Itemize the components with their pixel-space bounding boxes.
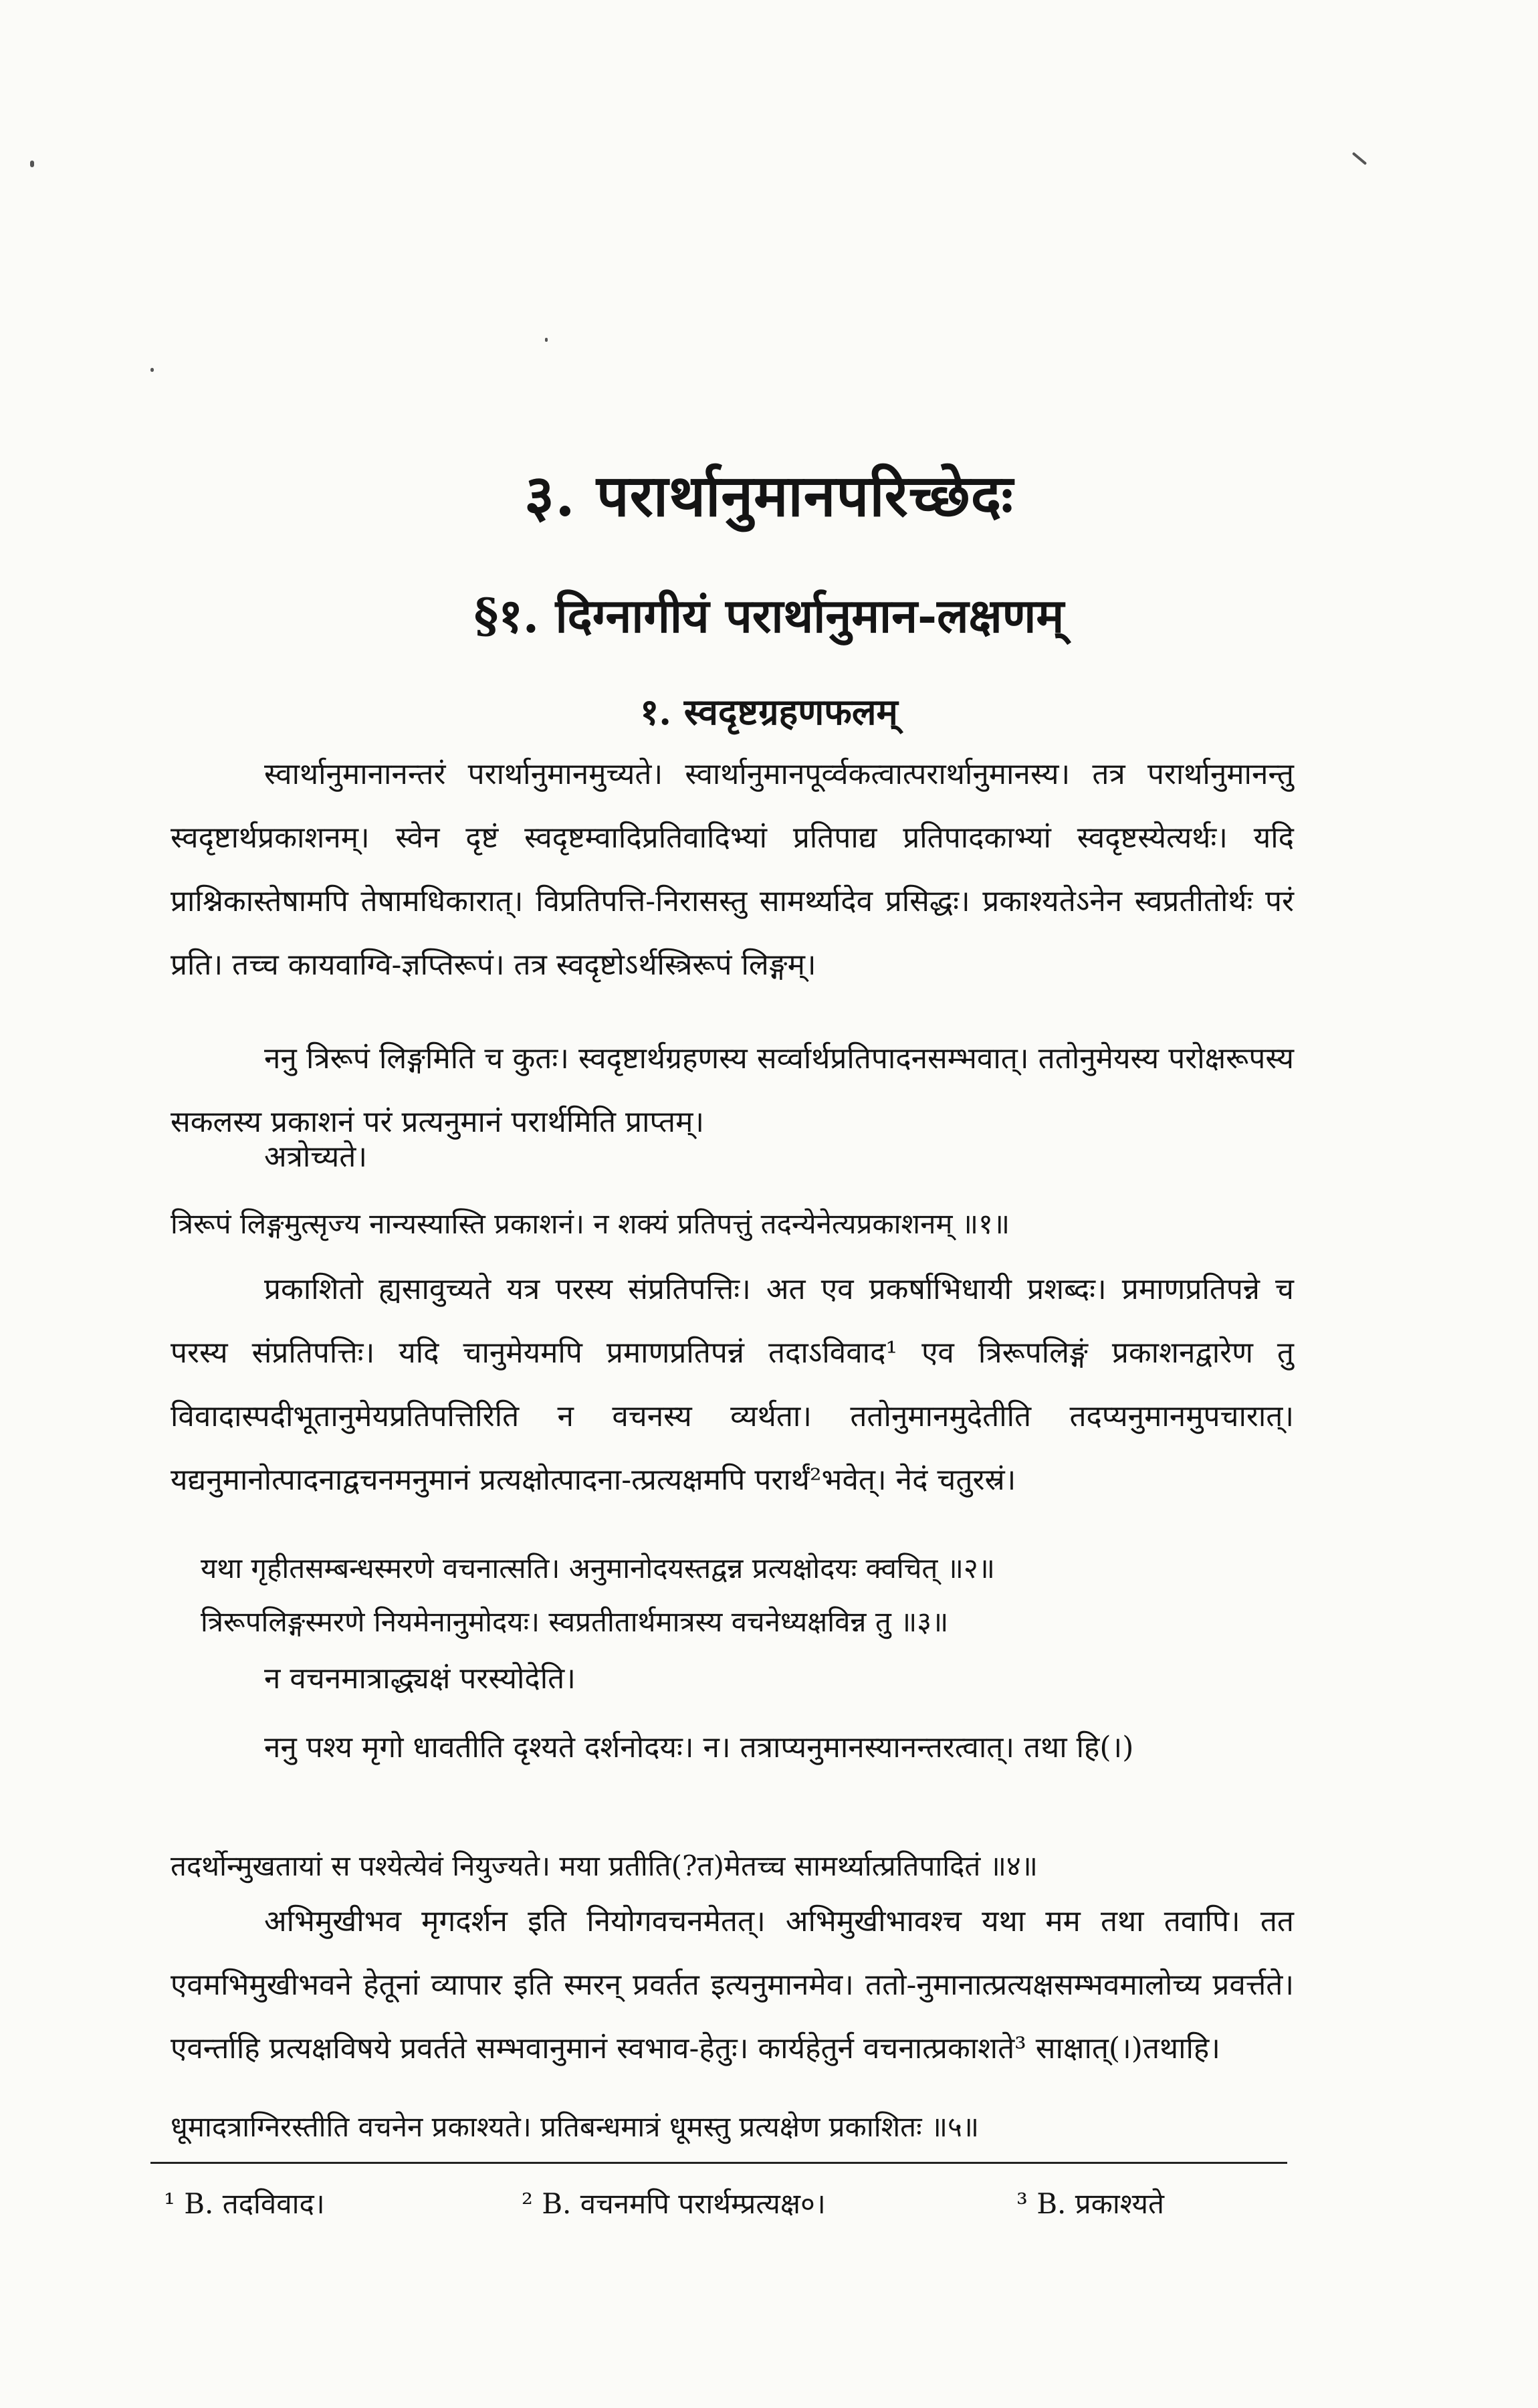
paragraph-7: अभिमुखीभव मृगदर्शन इति नियोगवचनमेतत्। अभिमुखीभावश्च यथा मम तथा तवापि। तत एवमभिमुखीभवने हेतूनां व्यापार इति स्मरन् प्रवर्तत इत्यनुमानमेव। ततो-नुमानात्प्रत्यक्षसम्भवमालोच्य प्रवर्त्तते। एवर्न्ताहि प्रत्यक्षविषये प्रवर्तते सम्भवानुमानं स्वभाव-हेतुः। कार्यहेतुर्न वचनात्प्रकाशते³ साक्षात्(।)तथाहि। [171,1904,1294,2066]
subsection-title: १. स्वदृष्टग्रहणफलम् [640,690,898,733]
verse-2: यथा गृहीतसम्बन्धस्मरणे वचनात्सति। अनुमानोदयस्तद्वन्न प्रत्यक्षोदयः क्वचित् ॥२॥ [201,1552,995,1585]
paragraph-5: न वचनमात्राद्ध्यक्षं परस्योदेति। [264,1662,576,1696]
print-speck [1352,152,1367,165]
print-speck [30,161,34,167]
footnote-3: ³ B. प्रकाश्यते [1016,2187,1164,2220]
chapter-title: ३. परार्थानुमानपरिच्छेदः [524,462,1014,530]
verse-4: तदर्थोन्मुखतायां स पश्येत्येवं नियुज्यते। मया प्रतीति(?त)मेतच्च सामर्थ्यात्प्रतिपादितं ॥४॥ [171,1849,1038,1882]
verse-1: त्रिरूपं लिङ्गमुत्सृज्य नान्यस्यास्ति प्रकाशनं। न शक्यं प्रतिपत्तुं तदन्येनेत्यप्रकाशनम् ॥१॥ [171,1207,1010,1240]
paragraph-3: अत्रोच्यते। [264,1140,367,1174]
paragraph-6: ननु पश्य मृगो धावतीति दृश्यते दर्शनोदयः। न। तत्राप्यनुमानस्यानन्तरत्वात्। तथा हि(।) [264,1730,1134,1765]
paragraph-4: प्रकाशितो ह्यसावुच्यते यत्र परस्य संप्रतिपत्तिः। अत एव प्रकर्षाभिधायी प्रशब्दः। प्रमाणप्रतिपन्ने च परस्य संप्रतिपत्तिः। यदि चानुमेयमपि प्रमाणप्रतिपन्नं तदाऽविवाद¹ एव त्रिरूपलिङ्गं प्रकाशनद्वारेण तु विवादास्पदीभूतानुमेयप्रतिपत्तिरिति न वचनस्य व्यर्थता। ततोनुमानमुदेतीति तदप्यनुमानमुपचारात्। यद्यनुमानोत्पादनाद्वचनमनुमानं प्रत्यक्षोत्पादना-त्प्रत्यक्षमपि परार्थं²भवेत्। नेदं चतुरस्रं। [171,1272,1294,1497]
print-speck [150,368,154,372]
footnote-2: ² B. वचनमपि परार्थम्प्रत्यक्ष०। [522,2187,826,2220]
section-title: §१. दिग्नागीयं परार्थानुमान-लक्षणम् [473,588,1065,643]
paragraph-2: ननु त्रिरूपं लिङ्गमिति च कुतः। स्वदृष्टार्थग्रहणस्य सर्व्वार्थप्रतिपादनसम्भवात्। ततोनुमेयस्य परोक्षरूपस्य सकलस्य प्रकाशनं परं प्रत्यनुमानं परार्थमिति प्राप्तम्। [171,1041,1294,1139]
verse-5: धूमादत्राग्निरस्तीति वचनेन प्रकाश्यते। प्रतिबन्धमात्रं धूमस्तु प्रत्यक्षेण प्रकाशितः ॥५॥ [171,2110,980,2143]
print-speck [545,338,548,342]
paragraph-1: स्वार्थानुमानानन्तरं परार्थानुमानमुच्यते। स्वार्थानुमानपूर्व्वकत्वात्परार्थानुमानस्य। तत्र परार्थानुमानन्तु स्वदृष्टार्थप्रकाशनम्। स्वेन दृष्टं स्वदृष्टम्वादिप्रतिवादिभ्यां प्रतिपाद्य प्रतिपादकाभ्यां स्वदृष्टस्येत्यर्थः। यदि प्राश्निकास्तेषामपि तेषामधिकारात्। विप्रतिपत्ति-निरासस्तु सामर्थ्यादेव प्रसिद्धः। प्रकाश्यतेऽनेन स्वप्रतीतोर्थः परं प्रति। तच्च कायवाग्वि-ज्ञप्तिरूपं। तत्र स्वदृष्टोऽर्थस्त्रिरूपं लिङ्गम्। [171,757,1294,982]
verse-3: त्रिरूपलिङ्गस्मरणे नियमेनानुमोदयः। स्वप्रतीतार्थमात्रस्य वचनेध्यक्षविन्न तु ॥३॥ [201,1605,949,1638]
footnote-1: ¹ B. तदविवाद। [164,2187,325,2220]
footnote-divider [150,2162,1287,2164]
